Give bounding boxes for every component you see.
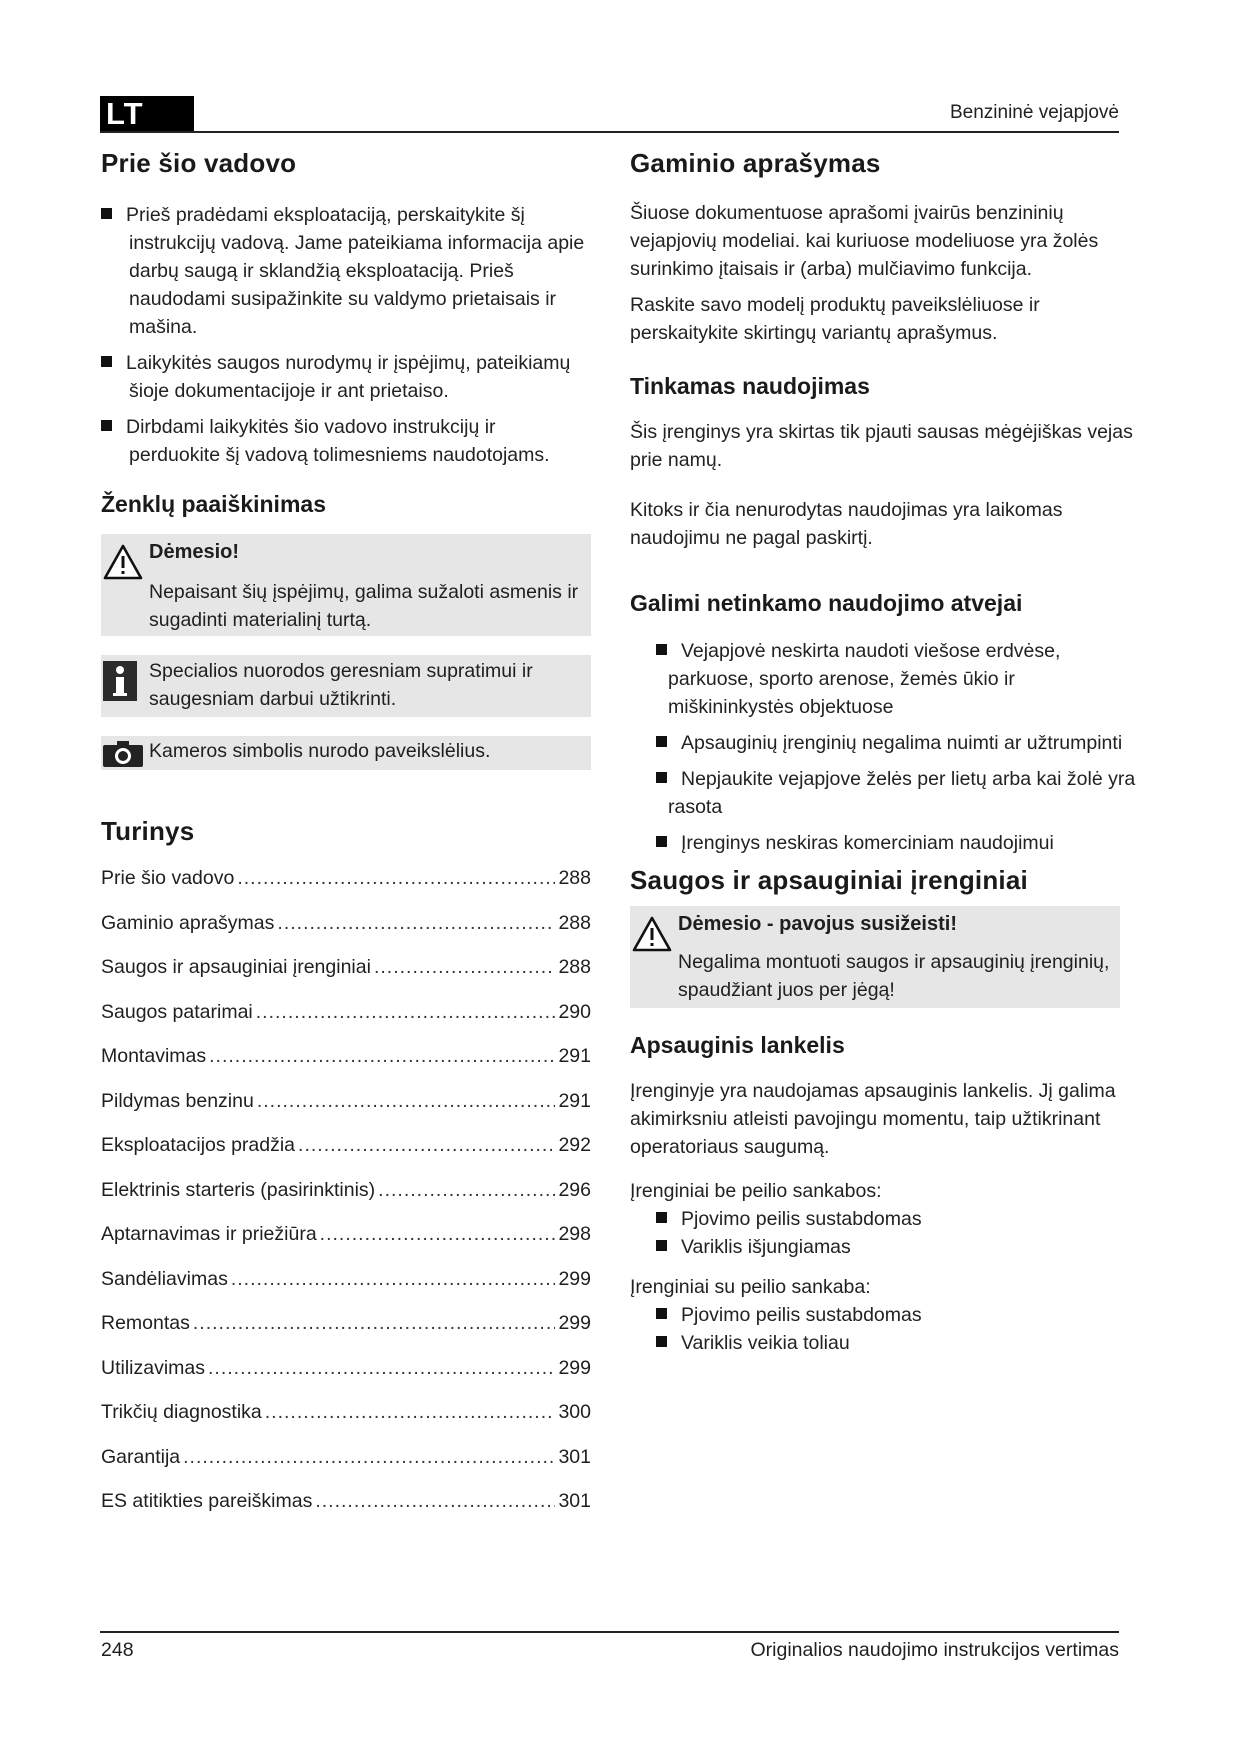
bullet-square-icon xyxy=(101,420,112,431)
header-rule xyxy=(100,131,1119,133)
no-clutch-title: Įrenginiai be peilio sankabos: xyxy=(630,1180,882,1202)
language-badge: LT xyxy=(100,96,194,132)
list-item: Variklis veikia toliau xyxy=(630,1329,1140,1357)
warning-notice xyxy=(101,534,591,636)
safety-heading: Saugos ir apsauginiai įrenginiai xyxy=(630,865,1028,895)
bullet-square-icon xyxy=(656,1308,667,1319)
list-item: Variklis išjungiamas xyxy=(630,1233,1140,1261)
page-number: 248 xyxy=(101,1639,134,1661)
safety-warning-text: Negalima montuoti saugos ir apsauginių įrenginių, spaudžiant juos per jėgą! xyxy=(678,951,1110,1001)
camera-text: Kameros simbolis nurodo paveikslėlius. xyxy=(149,740,491,762)
toc-row[interactable]: Trikčių diagnostika ..... 300 xyxy=(101,1401,591,1446)
safety-warning-title: Dėmesio - pavojus susižeisti! xyxy=(678,913,957,935)
toc-row[interactable]: Eksploatacijos pradžia ..... 292 xyxy=(101,1134,591,1179)
about-list xyxy=(101,201,591,469)
bullet-square-icon xyxy=(656,836,667,847)
toc-row[interactable]: Montavimas ..... 291 xyxy=(101,1045,591,1090)
right-column xyxy=(630,146,1140,1357)
use-paragraph-1: Šis įrenginys yra skirtas tik pjauti sausas mėgėjiškas vejas prie namų. xyxy=(630,421,1133,471)
misuse-list xyxy=(630,637,1140,857)
bullet-square-icon xyxy=(656,644,667,655)
list-item: Nepjaukite vejapjove želės per lietų arba kai žolė yra rasota xyxy=(630,765,1140,821)
use-paragraph-2: Kitoks ir čia nenurodytas naudojimas yra laikomas naudojimu ne pagal paskirtį. xyxy=(630,499,1063,549)
info-icon xyxy=(103,661,137,701)
bullet-square-icon xyxy=(656,736,667,747)
bail-heading: Apsauginis lankelis xyxy=(630,1032,845,1058)
bail-paragraph: Įrenginyje yra naudojamas apsauginis lankelis. Jį galima akimirksniu atleisti pavojingu momentu, taip užtikrinant operatoriaus saugumą. xyxy=(630,1080,1116,1158)
toc-row[interactable]: Utilizavimas ..... 299 xyxy=(101,1357,591,1402)
bullet-square-icon xyxy=(656,1240,667,1251)
toc-row[interactable]: Aptarnavimas ir priežiūra ..... 298 xyxy=(101,1223,591,1268)
bullet-square-icon xyxy=(656,772,667,783)
bullet-square-icon xyxy=(101,356,112,367)
product-paragraph-1: Šiuose dokumentuose aprašomi įvairūs benzininių vejapjovių modeliai. kai kuriuose modeliuose yra žolės surinkimo įtaisais ir (arba) mulčiavimo funkcija. xyxy=(630,202,1099,280)
list-item: Apsauginių įrenginių negalima nuimti ar užtrumpinti xyxy=(630,729,1180,757)
toc-row[interactable]: Prie šio vadovo ..... 288 xyxy=(101,867,591,912)
list-item: Laikykitės saugos nurodymų ir įspėjimų, pateikiamų šioje dokumentacijoje ir ant prietaiso. xyxy=(91,349,591,405)
camera-icon xyxy=(103,741,143,767)
about-heading: Prie šio vadovo xyxy=(101,148,297,178)
toc-row[interactable]: Saugos patarimai ..... 290 xyxy=(101,1001,591,1046)
footer-rule xyxy=(100,1631,1119,1633)
safety-warning-notice xyxy=(630,906,1120,1008)
toc-row[interactable]: ES atitikties pareiškimas ..... 301 xyxy=(101,1490,591,1535)
toc-row[interactable]: Elektrinis starteris (pasirinktinis) ..... 296 xyxy=(101,1179,591,1224)
warning-triangle-icon xyxy=(103,544,143,580)
camera-notice xyxy=(101,736,591,770)
toc-row[interactable]: Saugos ir apsauginiai įrenginiai ..... 288 xyxy=(101,956,591,1001)
list-item: Pjovimo peilis sustabdomas xyxy=(630,1205,1140,1233)
list-item: Dirbdami laikykitės šio vadovo instrukcijų ir perduokite šį vadovą tolimesniems naudotojams. xyxy=(91,413,591,469)
list-item: Vejapjovė neskirta naudoti viešose erdvėse, parkuose, sporto arenose, žemės ūkio ir miškininkystės objektuose xyxy=(630,637,1140,721)
warning-triangle-icon xyxy=(632,916,672,952)
footer-text: Originalios naudojimo instrukcijos vertimas xyxy=(750,1639,1119,1661)
misuse-heading: Galimi netinkamo naudojimo atvejai xyxy=(630,590,1023,616)
no-clutch-list xyxy=(630,1205,1140,1261)
toc-row[interactable]: Sandėliavimas ..... 299 xyxy=(101,1268,591,1313)
product-heading: Gaminio aprašymas xyxy=(630,148,881,178)
bullet-square-icon xyxy=(101,208,112,219)
product-paragraph-2: Raskite savo modelį produktų paveikslėliuose ir perskaitykite skirtingų variantų aprašymus. xyxy=(630,294,1040,344)
info-notice xyxy=(101,655,591,717)
symbols-heading: Ženklų paaiškinimas xyxy=(101,491,326,517)
left-column xyxy=(101,146,591,1535)
warning-text: Nepaisant šių įspėjimų, galima sužaloti asmenis ir sugadinti materialinį turtą. xyxy=(149,581,579,631)
list-item: Prieš pradėdami eksploataciją, perskaitykite šį instrukcijų vadovą. Jame pateikiama informacija apie darbų saugą ir sklandžią eksploataciją. Prieš naudodami susipažinkite su valdymo prietaisais ir mašina. xyxy=(91,201,591,341)
toc-row[interactable]: Garantija ..... 301 xyxy=(101,1446,591,1491)
info-text: Specialios nuorodos geresniam supratimui ir saugesniam darbui užtikrinti. xyxy=(149,660,533,710)
toc-row[interactable]: Remontas ..... 299 xyxy=(101,1312,591,1357)
header-title: Benzininė vejapjovė xyxy=(949,102,1119,123)
warning-title: Dėmesio! xyxy=(149,541,240,563)
table-of-contents xyxy=(101,867,591,1535)
use-heading: Tinkamas naudojimas xyxy=(630,373,870,399)
bullet-square-icon xyxy=(656,1336,667,1347)
list-item: Pjovimo peilis sustabdomas xyxy=(630,1301,1140,1329)
toc-row[interactable]: Gaminio aprašymas ..... 288 xyxy=(101,912,591,957)
toc-heading: Turinys xyxy=(101,816,195,846)
toc-row[interactable]: Pildymas benzinu ..... 291 xyxy=(101,1090,591,1135)
bullet-square-icon xyxy=(656,1212,667,1223)
list-item: Įrenginys neskiras komerciniam naudojimui xyxy=(630,829,1140,857)
clutch-list xyxy=(630,1301,1140,1357)
clutch-title: Įrenginiai su peilio sankaba: xyxy=(630,1276,871,1298)
